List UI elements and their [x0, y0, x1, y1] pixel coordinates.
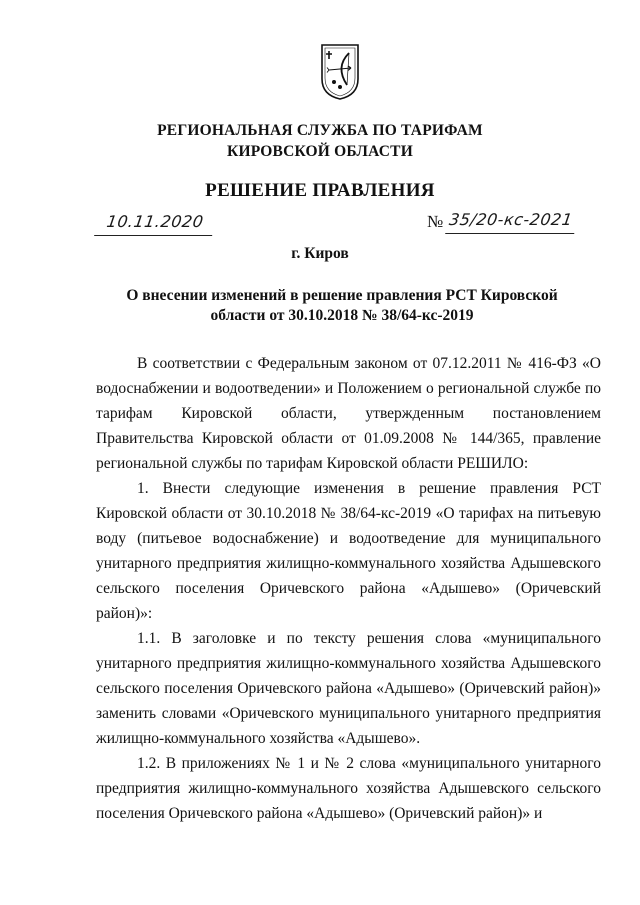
kirov-oblast-coat-of-arms-icon: [319, 43, 361, 101]
body-paragraph: В соответствии с Федеральным законом от 07.12.2011 № 416-ФЗ «О водоснабжении и водоотведении» и Положением о региональной службе по тарифам Кировской области, утвержденным постановлением Правительства Кировской области от 01.09.2008 № 144/365, правление региональной службы по тарифам Кировской области РЕШИЛО:: [96, 355, 601, 472]
organization-name-line2: КИРОВСКОЙ ОБЛАСТИ: [227, 143, 413, 160]
body-paragraph: 1.2. В приложениях № 1 и № 2 слова «муниципального унитарного предприятия жилищно-коммунального хозяйства Адышевского сельского поселения Оричевского района «Адышево» (Оричевский район)» и: [96, 755, 601, 822]
document-body: [96, 351, 601, 826]
city-label: г. Киров: [291, 245, 349, 262]
document-number: [427, 206, 577, 234]
document-date: 10.11.2020: [94, 209, 216, 236]
body-paragraph: 1. Внести следующие изменения в решение правления РСТ Кировской области от 30.10.2018 № 38/64-кс-2019 «О тарифах на питьевую воду (питьевое водоснабжение) и водоотведение для муниципального унитарного предприятия жилищно-коммунального хозяйства Адышевского сельского поселения Оричевского района «Адышево» (Оричевский район)»:: [96, 480, 601, 622]
body-paragraph: 1.1. В заголовке и по тексту решения слова «муниципального унитарного предприятия жилищно-коммунального хозяйства Адышевского сельского поселения Оричевского района «Адышево» (Оричевский район)» заменить словами «Оричевского муниципального унитарного предприятия жилищно-коммунального хозяйства «Адышево».: [96, 630, 601, 747]
organization-name-line1: РЕГИОНАЛЬНАЯ СЛУЖБА ПО ТАРИФАМ: [157, 122, 483, 139]
document-type-title: РЕШЕНИЕ ПРАВЛЕНИЯ: [205, 180, 435, 201]
document-subject: О внесении изменений в решение правления РСТ Кировской области от 30.10.2018 № 38/64-кс-2019: [126, 287, 558, 324]
document-number-value: 35/20-кс-2021: [445, 208, 578, 234]
number-sign: №: [427, 212, 444, 231]
